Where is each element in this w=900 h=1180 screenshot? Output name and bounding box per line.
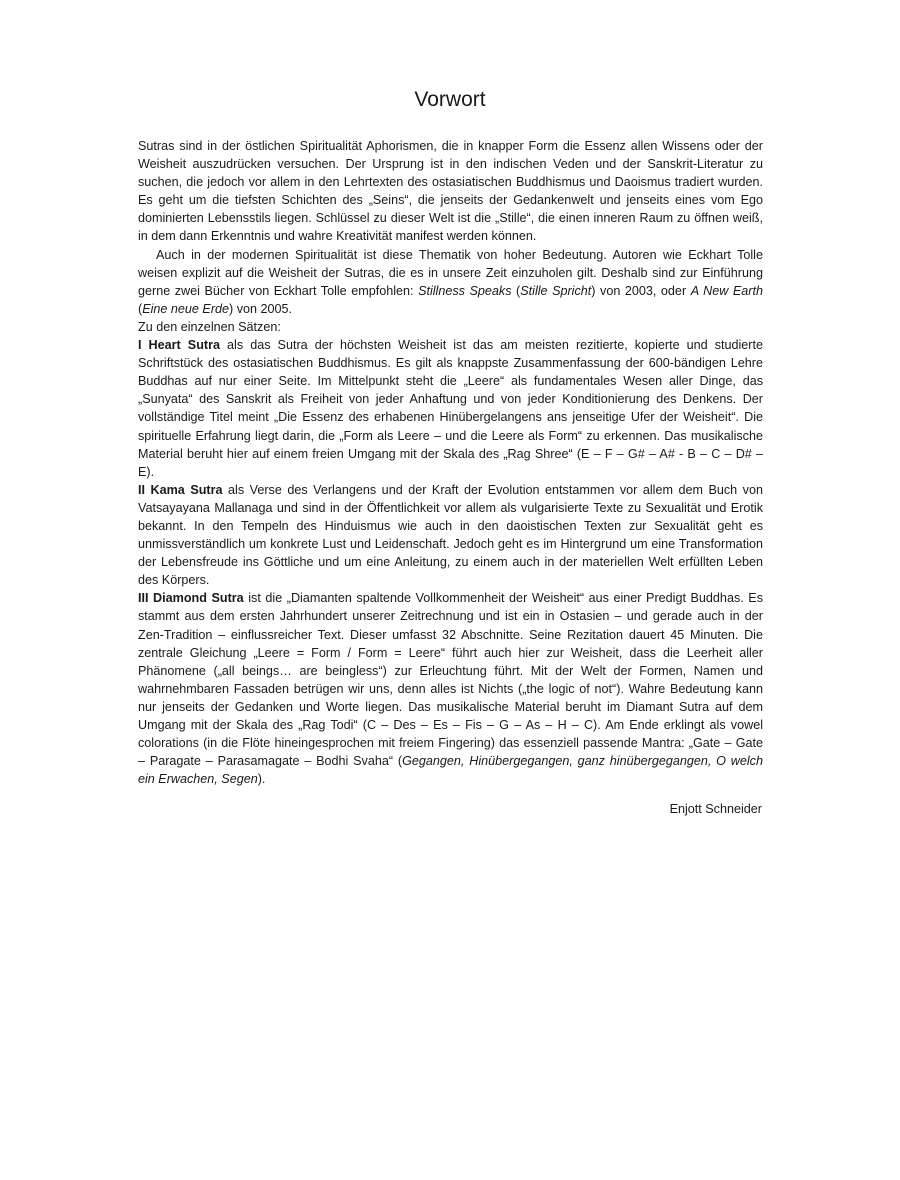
text: als das Sutra der höchsten Weisheit ist das am meisten rezitierte, kopierte und studierte Schriftstück des ostasiatischen Buddhismus. Es gilt als knappste Zusammenfassung der 600-bändigen Lehre Buddhas auf nur einer Seite. Im Mittelpunkt steht die „Leere“ als fundamentales Wesen aller Dinge, das „Sunyata“ des Sanskrit als Freiheit von jeder Anhaftung und von jeder Konditionierung des Denkens. Der vollständige Titel meint „Die Essenz des erhabenen Hinübergelangens ans jenseitige Ufer der Weisheit“. Die spirituelle Erfahrung liegt darin, die „Form als Leere – und die Leere als Form“ zu erkennen. Das musikalische Material beruht hier auf einem freien Umgang mit der Skala des „Rag Shree“ (E – F – G# – A# - B – C – D# – E).: [138, 338, 764, 479]
book-title: Eine neue Erde: [142, 301, 230, 316]
translation: Gegangen, Hinübergegangen, ganz hinübergegangen, O welch ein Erwachen, Segen: [138, 754, 763, 787]
foreword-body: [138, 137, 763, 788]
book-title: Stillness Speaks: [418, 283, 512, 298]
movement-title: II Kama Sutra: [138, 482, 223, 497]
text: (: [511, 283, 521, 298]
text: ) von 2003, oder: [591, 283, 691, 298]
movement-title: III Diamond Sutra: [138, 591, 244, 606]
text: ist die „Diamanten spaltende Vollkommenheit der Weisheit“ aus einer Predigt Buddhas. Es stammt aus dem ersten Jahrhundert unserer Zeitrechnung und ist ein in Ostasien – und gerade auch in der Zen-Tradition – einflussreicher Text. Dieser umfasst 32 Abschnitte. Seine Rezitation dauert 45 Minuten. Die zentrale Gleichung „Leere = Form / Form = Leere“ führt auch hier zur Weisheit, dass die Leerheit aller Phänomene („all beings… are beingless“) zur Erleuchtung führt. Mit der Welt der Formen, Namen und wahrnehmbaren Fassaden betrügen wir uns, denn alles ist Nichts („the logic of not“). Wahre Bedeutung kann nur jenseits der Gedanken und Worte liegen. Das musikalische Material beruht im Diamant Sutra auf dem Umgang mit der Skala des „Rag Todi“ (C – Des – Es – Fis – G – As – H – C). Am Ende erklingt als vowel colorations (in die Flöte hineingesprochen mit freiem Fingering) das essenziell passende Mantra: „Gate – Gate – Paragate – Parasamagate – Bodhi Svaha“ (: [138, 591, 763, 769]
diamond-sutra-paragraph: [138, 589, 763, 788]
text: ) von 2005.: [229, 301, 293, 316]
intro-paragraph: Sutras sind in der östlichen Spiritualität Aphorismen, die in knapper Form die Essenz allen Wissens oder der Weisheit auszudrücken versuchen. Der Ursprung ist in den indischen Veden und der Sanskrit-Literatur zu suchen, die jedoch vor allem in den Lehrtexten des ostasiatischen Buddhismus und Daoismus tradiert wurden. Es geht um die tiefsten Schichten des „Seins“, die jenseits der Gedankenwelt und jenseits eines vom Ego dominierten Lebensstils liegen. Schlüssel zu dieser Welt ist die „Stille“, die einen inneren Raum zu öffnen weiß, in dem dann Erkenntnis und wahre Kreativität manifest werden können.: [138, 139, 763, 244]
book-title: A New Earth: [690, 283, 763, 298]
book-title: Stille Spricht: [520, 283, 592, 298]
text: als Verse des Verlangens und der Kraft der Evolution entstammen vor allem dem Buch von Vatsayayana Mallanaga und sind in der Öffentlichkeit vor allem als vulgarisierte Texte zu Sexualität und Erotik bekannt. In den Tempeln des Hinduismus wie auch in den daoistischen Texten zur Sexualität geht es unmissverständlich um konkrete Lust und Leidenschaft. Jedoch geht es im Hintergrund um eine Transformation der Lebensfreude ins Göttliche und um eine Anleitung, zu einem auch in der materiellen Welt erfüllten Leben des Körpers.: [138, 482, 763, 588]
tolle-paragraph: [138, 246, 763, 318]
text: Auch in der modernen Spiritualität ist diese Thematik von hoher Bedeutung. Autoren wie Eckhart Tolle weisen explizit auf die Weisheit der Sutras, die es in unsere Zeit einzuholen gilt. Deshalb sind zur Einführung gerne zwei Bücher von Eckhart Tolle empfohlen:: [138, 247, 763, 298]
text: (: [138, 301, 143, 316]
movement-title: I Heart Sutra: [138, 338, 220, 353]
movements-heading: Zu den einzelnen Sätzen:: [138, 319, 281, 334]
author-signature: Enjott Schneider: [669, 802, 762, 816]
text: ).: [257, 772, 266, 787]
page-title: Vorwort: [414, 88, 486, 111]
heart-sutra-paragraph: [138, 336, 763, 481]
kama-sutra-paragraph: [138, 481, 763, 590]
